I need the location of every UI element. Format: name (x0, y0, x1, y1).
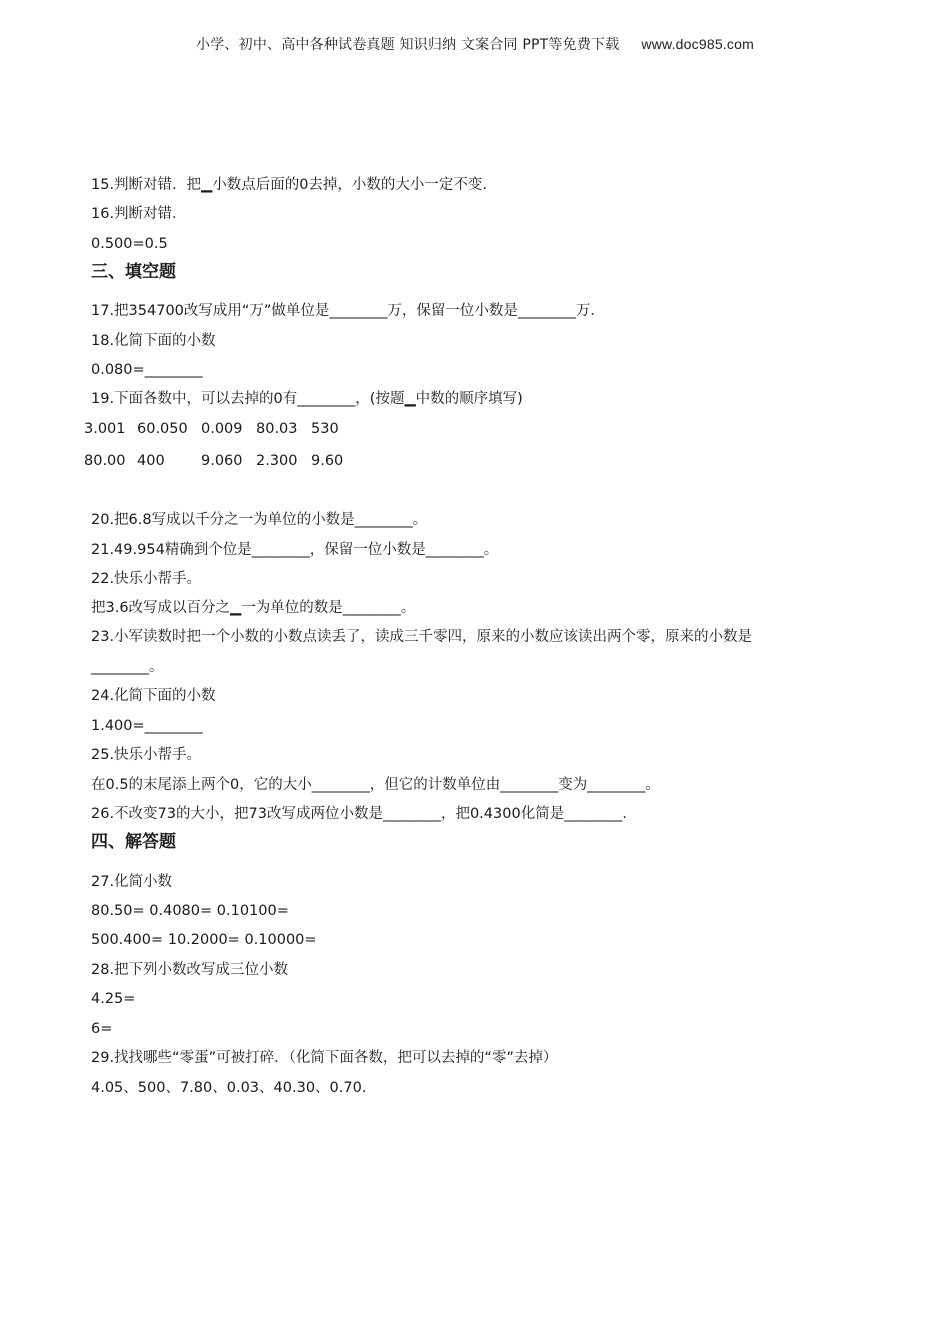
question-23: 23.小军读数时把一个小数的小数点读丢了，读成三千零四，原来的小数应该读出两个零，原来的小数是 (91, 629, 753, 645)
question-24: 24.化简下面的小数 (91, 688, 216, 704)
question-15: 15.判断对错．把▁小数点后面的0去掉，小数的大小一定不变． (91, 177, 497, 193)
q19-number: 530 (311, 421, 339, 437)
question-23-answer-blank: ________。 (91, 659, 164, 675)
q19-number: 3.001 (84, 421, 126, 437)
question-19: 19.下面各数中，可以去掉的0有________，(按题▁中数的顺序填写) (91, 391, 523, 407)
q19-number: 80.00 (84, 453, 126, 469)
question-20: 20.把6.8写成以千分之一为单位的小数是________。 (91, 512, 428, 528)
question-28-a: 4.25= (91, 991, 136, 1007)
header-text: 小学、初中、高中各种试卷真题 知识归纳 文案合同 PPT等免费下载 (196, 37, 620, 53)
question-28-b: 6= (91, 1021, 113, 1037)
q19-number: 2.300 (256, 453, 298, 469)
question-16-equation: 0.500=0.5 (91, 236, 168, 252)
question-27-row-1: 80.50= 0.4080= 0.10100= (91, 903, 289, 919)
question-21: 21.49.954精确到个位是________，保留一位小数是________。 (91, 542, 499, 558)
question-25-sub: 在0.5的末尾添上两个0，它的大小________，但它的计数单位由________变为________。 (91, 777, 660, 793)
question-22-sub: 把3.6改写成以百分之▁一为单位的数是________。 (91, 600, 416, 616)
question-16: 16.判断对错． (91, 206, 187, 222)
question-18-equation: 0.080=________ (91, 362, 203, 378)
question-22: 22.快乐小帮手。 (91, 571, 202, 587)
section-4-heading: 四、解答题 (91, 832, 176, 852)
question-25: 25.快乐小帮手。 (91, 747, 202, 763)
question-27: 27.化简小数 (91, 874, 173, 890)
header-site: www.doc985.com (641, 36, 754, 52)
question-18: 18.化简下面的小数 (91, 333, 216, 349)
question-29-numbers: 4.05、500、7.80、0.03、40.30、0.70. (91, 1080, 367, 1096)
q19-number: 9.60 (311, 453, 344, 469)
question-29: 29.找找哪些“零蛋”可被打碎．（化简下面各数，把可以去掉的“零”去掉） (91, 1050, 558, 1066)
question-27-row-2: 500.400= 10.2000= 0.10000= (91, 932, 317, 948)
section-3-heading: 三、填空题 (91, 262, 176, 282)
q19-number: 0.009 (201, 421, 243, 437)
question-26: 26.不改变73的大小，把73改写成两位小数是________，把0.4300化简是________. (91, 806, 627, 822)
q19-number: 9.060 (201, 453, 243, 469)
question-24-equation: 1.400=________ (91, 718, 203, 734)
question-28: 28.把下列小数改写成三位小数 (91, 962, 289, 978)
q19-number: 400 (137, 453, 165, 469)
q19-number: 80.03 (256, 421, 298, 437)
q19-number: 60.050 (137, 421, 188, 437)
page-header (0, 34, 950, 54)
question-17: 17.把354700改写成用“万”做单位是________万，保留一位小数是________万． (91, 303, 605, 319)
